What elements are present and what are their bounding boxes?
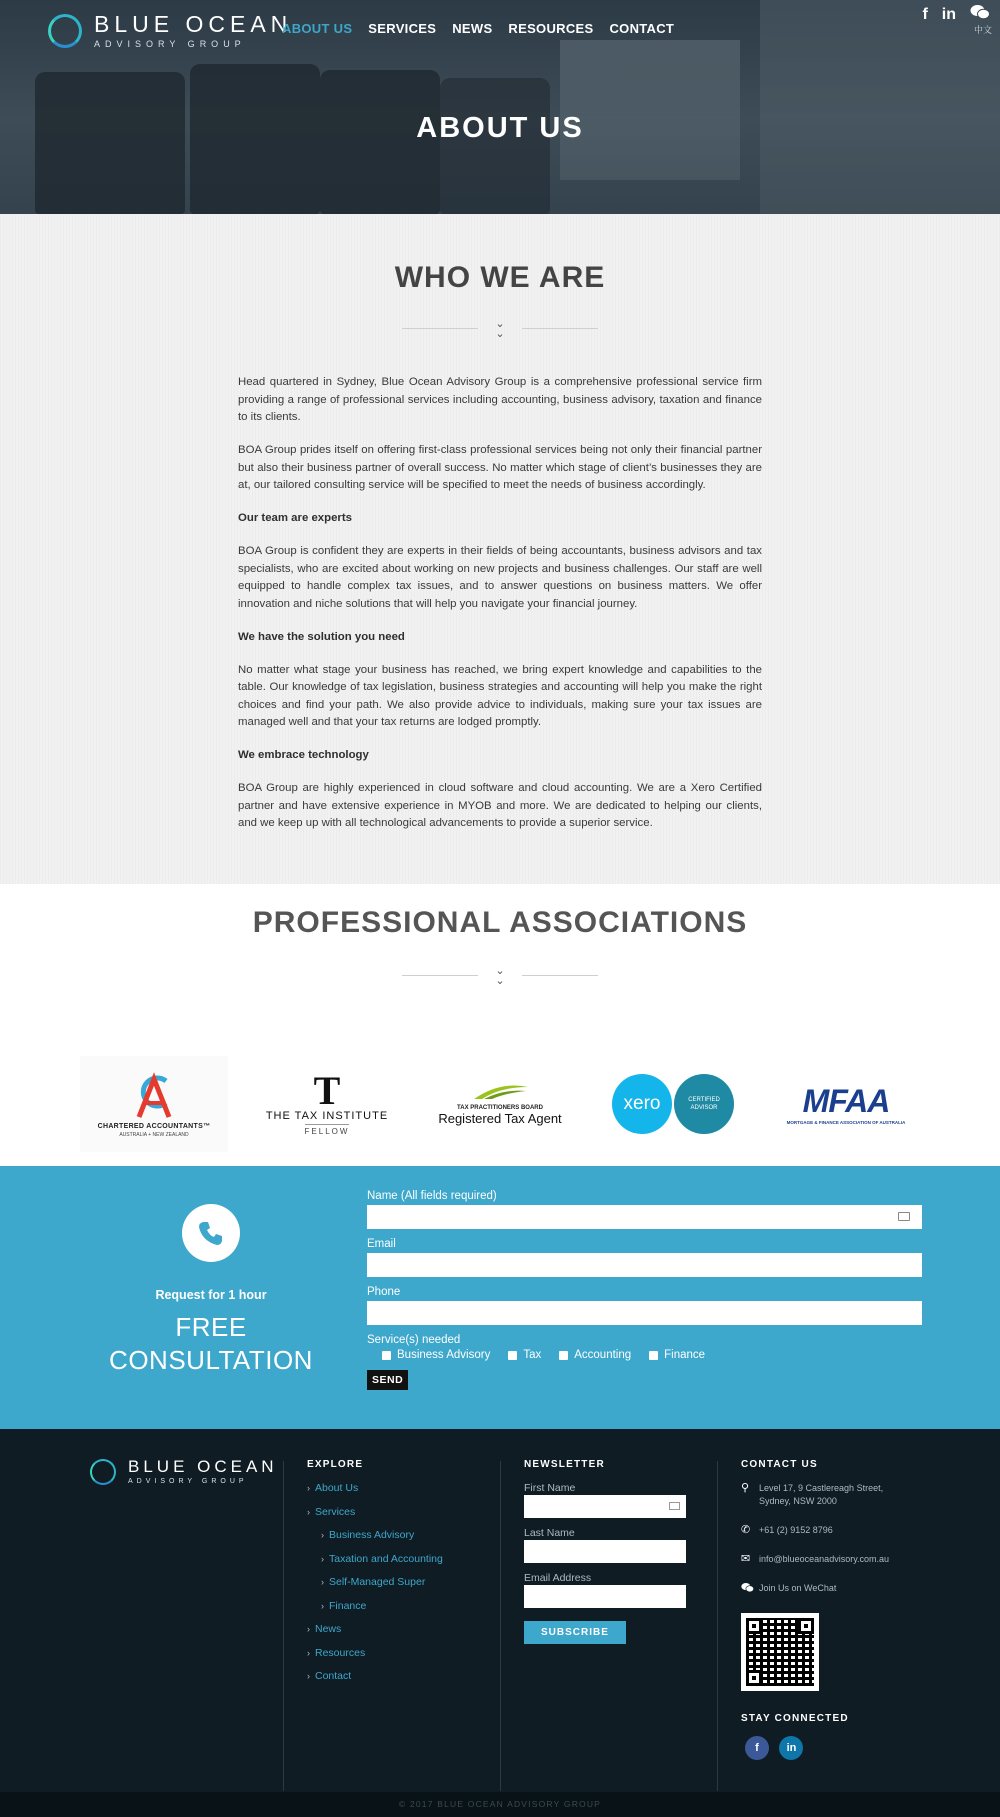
double-chevron-down-icon: ⌄ ⌄ <box>495 965 505 987</box>
xero-cert-badge <box>674 1074 734 1134</box>
contact-card-icon <box>898 1212 910 1221</box>
xero-name: xero <box>612 1074 672 1134</box>
associations-heading: PROFESSIONAL ASSOCIATIONS <box>252 906 748 939</box>
explore-contact[interactable] <box>307 1670 443 1694</box>
envelope-icon: ✉ <box>741 1553 751 1565</box>
explore-column <box>307 1459 443 1694</box>
link-label: Self-Managed Super <box>329 1576 426 1588</box>
section-divider <box>402 318 598 340</box>
xero-cert-line1: CERTIFIED <box>688 1097 720 1103</box>
explore-services[interactable] <box>307 1506 443 1530</box>
chevron-right-icon: › <box>307 1506 310 1517</box>
footer-social <box>745 1736 889 1760</box>
technology-paragraph: BOA Group are highly experienced in cloud software and cloud accounting. We are a Xero Certified partner and have extensive experience in MYOB and more. We are dedicated to helping our clients, and we keep up with all technological advancements to provide a superior service. <box>238 782 762 829</box>
consult-headline <box>90 1311 332 1377</box>
solution-paragraph: No matter what stage your business has reached, we bring expert knowledge and capabilities to the table. Our knowledge of tax legislation, business strategies and accounting will help you make the right choices and find your path. We also provide advice to individuals, making sure your tax issues are managed well and that your tax returns are lodged promptly. <box>238 663 762 728</box>
link-label: Finance <box>329 1599 367 1612</box>
link-label: About Us <box>315 1482 359 1494</box>
section-divider <box>402 965 598 987</box>
service-label: Tax <box>523 1349 542 1361</box>
wechat-label: Join Us on WeChat <box>759 1583 837 1593</box>
contact-column <box>741 1459 889 1760</box>
checkbox[interactable] <box>559 1351 568 1360</box>
solution-heading: We have the solution you need <box>238 630 405 643</box>
nav-about-us[interactable]: ABOUT US <box>282 21 353 36</box>
explore-taxation-accounting[interactable] <box>307 1553 443 1577</box>
tpb-board: TAX PRACTITIONERS BOARD <box>457 1104 543 1111</box>
explore-about-us[interactable] <box>307 1482 443 1506</box>
explore-resources[interactable] <box>307 1647 443 1671</box>
footer-logo-tagline: ADVISORY GROUP <box>128 1478 248 1485</box>
xero-certified-logo <box>599 1056 747 1152</box>
chevron-right-icon: › <box>307 1483 310 1493</box>
service-label: Finance <box>664 1349 706 1361</box>
chevron-right-icon: › <box>321 1600 324 1611</box>
main-nav <box>282 21 690 36</box>
experts-heading: Our team are experts <box>238 512 352 524</box>
checkbox[interactable] <box>649 1351 658 1360</box>
logo-ring-icon <box>90 1459 116 1485</box>
link-label: Contact <box>315 1670 352 1682</box>
who-we-are-body <box>238 374 762 848</box>
name-label: Name (All fields required) <box>367 1190 497 1202</box>
who-we-are-section <box>0 214 1000 884</box>
chevron-right-icon: › <box>307 1671 310 1681</box>
explore-smsf[interactable] <box>307 1576 443 1600</box>
consult-free: FREE <box>175 1312 247 1342</box>
service-finance[interactable] <box>649 1349 705 1361</box>
tti-mark: T <box>313 1068 341 1113</box>
mfaa-logo <box>772 1056 920 1152</box>
footer-logo[interactable] <box>90 1458 278 1486</box>
service-business-advisory[interactable] <box>382 1349 490 1361</box>
stay-connected-heading: STAY CONNECTED <box>741 1713 849 1724</box>
subscribe-button[interactable]: SUBSCRIBE <box>524 1621 626 1644</box>
link-label: News <box>315 1623 342 1635</box>
hero-banner <box>0 0 1000 214</box>
address-line2: Sydney, NSW 2000 <box>759 1496 837 1506</box>
explore-news[interactable] <box>307 1623 443 1647</box>
email-item[interactable] <box>741 1553 889 1566</box>
wechat-icon <box>741 1582 759 1597</box>
phone-item[interactable] <box>741 1524 889 1537</box>
ca-sub: AUSTRALIA + NEW ZEALAND <box>119 1131 189 1138</box>
tti-name: THE TAX INSTITUTE <box>265 1110 389 1122</box>
prides-paragraph: BOA Group prides itself on offering first-class professional services being not only their financial partner but also their business partner of overall success. No matter which stage of client’s businesses they are at, our tailored consulting service will be specified to meet the needs of business accordingly. <box>238 444 762 491</box>
tti-fellow: FELLOW <box>305 1124 350 1136</box>
phone-label: Phone <box>367 1286 401 1298</box>
service-accounting[interactable] <box>559 1349 631 1361</box>
consultation-section <box>0 1166 1000 1429</box>
technology-heading: We embrace technology <box>238 749 369 761</box>
explore-finance[interactable] <box>307 1600 443 1624</box>
first-name-field[interactable] <box>524 1495 686 1518</box>
explore-links <box>307 1482 443 1694</box>
wechat-qr-code <box>741 1613 819 1691</box>
email-label: Email <box>367 1238 396 1250</box>
service-label: Accounting <box>574 1349 632 1361</box>
nav-resources[interactable]: RESOURCES <box>508 21 594 36</box>
email-field[interactable] <box>367 1253 922 1277</box>
map-pin-icon: ⚲ <box>741 1482 750 1494</box>
ca-mark-icon <box>131 1071 177 1121</box>
chevron-right-icon: › <box>321 1553 324 1564</box>
nav-services[interactable]: SERVICES <box>368 21 437 36</box>
linkedin-icon[interactable]: in <box>941 5 956 23</box>
chevron-right-icon: › <box>307 1647 310 1658</box>
address-line1: Level 17, 9 Castlereagh Street, <box>759 1483 884 1493</box>
newsletter-email-field[interactable] <box>524 1585 686 1608</box>
chevron-right-icon: › <box>307 1624 310 1634</box>
logo-name: BLUE OCEAN <box>94 11 293 37</box>
phone-number: +61 (2) 9152 8796 <box>759 1525 833 1535</box>
association-logos <box>80 1056 920 1152</box>
link-label: Business Advisory <box>329 1529 415 1541</box>
language-switch[interactable]: 中文 <box>973 25 992 35</box>
logo-tagline: ADVISORY GROUP <box>94 39 246 49</box>
newsletter-heading: NEWSLETTER <box>524 1459 605 1470</box>
consultation-form <box>367 1190 922 1390</box>
who-we-are-heading: WHO WE ARE <box>394 261 606 294</box>
page-title: ABOUT US <box>416 112 584 144</box>
copyright: © 2017 BLUE OCEAN ADVISORY GROUP <box>0 1792 1000 1817</box>
services-label: Service(s) needed <box>367 1334 461 1346</box>
professional-associations-section <box>0 884 1000 1166</box>
chevron-right-icon: › <box>321 1530 324 1540</box>
link-label: Services <box>315 1505 356 1518</box>
mfaa-sub: MORTGAGE & FINANCE ASSOCIATION OF AUSTRALIA <box>786 1120 906 1125</box>
checkbox[interactable] <box>508 1351 517 1360</box>
chartered-accountants-logo <box>80 1056 228 1152</box>
phone-icon <box>182 1204 240 1262</box>
tax-institute-logo <box>253 1056 401 1152</box>
logo-ring-icon <box>48 14 82 48</box>
mfaa-name: MFAA <box>802 1083 890 1119</box>
nav-contact[interactable]: CONTACT <box>609 21 675 36</box>
chevron-right-icon: › <box>321 1577 324 1587</box>
nav-news[interactable]: NEWS <box>452 21 493 36</box>
footer-divider <box>283 1461 284 1791</box>
newsletter-column <box>524 1459 686 1644</box>
services-checkboxes <box>382 1349 922 1361</box>
contact-heading: CONTACT US <box>741 1459 818 1470</box>
checkbox[interactable] <box>382 1351 391 1360</box>
email-address: info@blueoceanadvisory.com.au <box>759 1554 890 1564</box>
site-footer <box>0 1429 1000 1792</box>
experts-paragraph: BOA Group is confident they are experts in their fields of being accountants, business advisors and tax specialists, who are excited about working on new projects and business challenges. Our staff are well equipped to handle complex tax issues, and to answer questions on business matters. We offer innovation and niche solutions that will help you navigate your financial journey. <box>238 545 762 610</box>
address-item <box>741 1482 889 1508</box>
facebook-icon[interactable]: f <box>922 5 928 23</box>
linkedin-icon[interactable]: in <box>779 1736 803 1760</box>
explore-business-advisory[interactable] <box>307 1529 443 1553</box>
send-button[interactable]: SEND <box>367 1370 408 1390</box>
footer-logo-name: BLUE OCEAN <box>128 1457 278 1476</box>
phone-field[interactable] <box>367 1301 922 1325</box>
xero-cert-line2: ADVISOR <box>690 1105 718 1111</box>
link-label: Resources <box>315 1646 366 1659</box>
link-label: Taxation and Accounting <box>329 1552 443 1565</box>
tpb-agent: Registered Tax Agent <box>438 1110 562 1126</box>
wechat-item[interactable] <box>741 1582 889 1597</box>
last-name-field[interactable] <box>524 1540 686 1563</box>
service-label: Business Advisory <box>397 1349 491 1361</box>
header-social <box>922 4 990 25</box>
first-name-label: First Name <box>524 1482 576 1494</box>
explore-heading: EXPLORE <box>307 1459 364 1470</box>
wechat-icon[interactable] <box>970 4 990 25</box>
intro-paragraph: Head quartered in Sydney, Blue Ocean Advisory Group is a comprehensive professional service firm providing a range of professional services including accounting, business advisory, taxation and finance to its clients. <box>238 376 762 423</box>
phone-icon: ✆ <box>741 1524 751 1536</box>
facebook-icon[interactable]: f <box>745 1736 769 1760</box>
ca-name: CHARTERED ACCOUNTANTS™ <box>97 1122 211 1130</box>
contact-card-icon <box>669 1502 680 1510</box>
footer-divider <box>500 1461 501 1791</box>
consult-request: Request for 1 hour <box>155 1288 267 1302</box>
tpb-swoosh-icon <box>470 1083 530 1101</box>
newsletter-email-label: Email Address <box>524 1572 592 1584</box>
consult-consultation: CONSULTATION <box>109 1345 313 1375</box>
double-chevron-down-icon: ⌄ ⌄ <box>495 318 505 340</box>
site-logo[interactable] <box>48 12 292 50</box>
name-field[interactable] <box>367 1205 922 1229</box>
service-tax[interactable] <box>508 1349 541 1361</box>
last-name-label: Last Name <box>524 1527 575 1539</box>
footer-divider <box>717 1461 718 1791</box>
tax-practitioners-board-logo <box>426 1056 574 1152</box>
